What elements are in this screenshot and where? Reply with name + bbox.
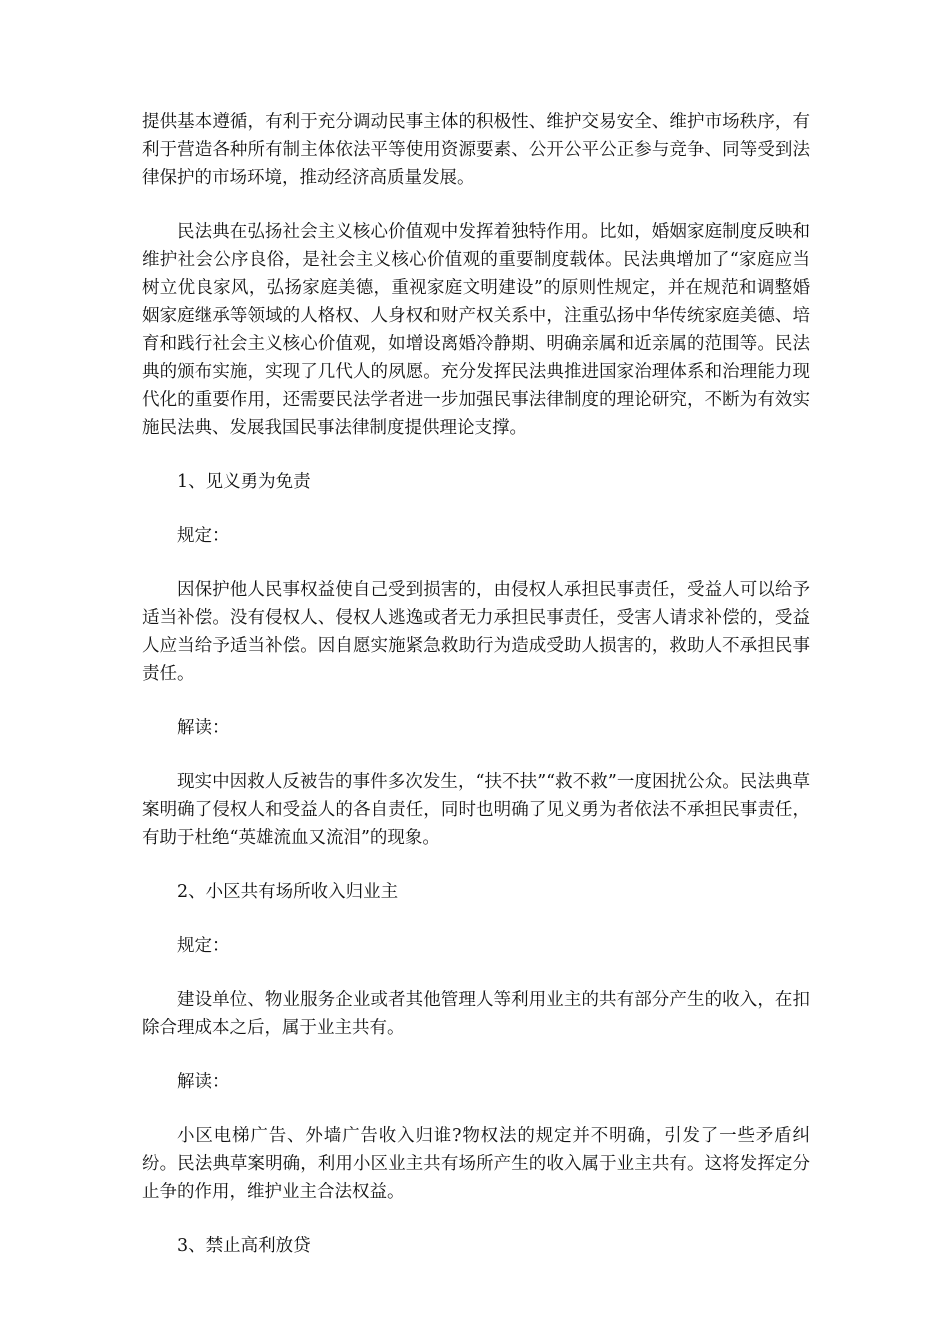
interpretation-label: 解读： — [177, 718, 230, 738]
rule-label: 规定： — [177, 526, 230, 546]
paragraph-rule-2: 建设单位、物业服务企业或者其他管理人等利用业主的共有部分产生的收入，在扣除合理成本之后，属于业主共有。 — [142, 990, 810, 1038]
rule-label: 规定： — [177, 936, 230, 956]
interpretation-label: 解读： — [177, 1072, 230, 1092]
section-heading-3: 3、禁止高利放贷 — [177, 1236, 311, 1256]
paragraph-rule-1: 因保护他人民事权益使自己受到损害的，由侵权人承担民事责任，受益人可以给予适当补偿。没有侵权人、侵权人逃逸或者无力承担民事责任，受害人请求补偿的，受益人应当给予适当补偿。因自愿实施紧急救助行为造成受助人损害的，救助人不承担民事责任。 — [142, 580, 810, 684]
paragraph-interpretation-2: 小区电梯广告、外墙广告收入归谁?物权法的规定并不明确，引发了一些矛盾纠纷。民法典草案明确，利用小区业主共有场所产生的收入属于业主共有。这将发挥定分止争的作用，维护业主合法权益。 — [142, 1126, 810, 1202]
section-heading-1: 1、见义勇为免责 — [177, 472, 311, 492]
paragraph-continued: 提供基本遵循，有利于充分调动民事主体的积极性、维护交易安全、维护市场秩序，有利于营造各种所有制主体依法平等使用资源要素、公开公平公正参与竞争、同等受到法律保护的市场环境，推动经济高质量发展。 — [142, 112, 810, 188]
paragraph-civil-code-values: 民法典在弘扬社会主义核心价值观中发挥着独特作用。比如，婚姻家庭制度反映和维护社会公序良俗，是社会主义核心价值观的重要制度载体。民法典增加了“家庭应当树立优良家风，弘扬家庭美德，重视家庭文明建设”的原则性规定，并在规范和调整婚姻家庭继承等领域的人格权、人身权和财产权关系中，注重弘扬中华传统家庭美德、培育和践行社会主义核心价值观，如增设离婚冷静期、明确亲属和近亲属的范围等。民法典的颁布实施，实现了几代人的夙愿。充分发挥民法典推进国家治理体系和治理能力现代化的重要作用，还需要民法学者进一步加强民事法律制度的理论研究，不断为有效实施民法典、发展我国民事法律制度提供理论支撑。 — [142, 222, 810, 438]
paragraph-interpretation-1: 现实中因救人反被告的事件多次发生，“扶不扶”“救不救”一度困扰公众。民法典草案明确了侵权人和受益人的各自责任，同时也明确了见义勇为者依法不承担民事责任，有助于杜绝“英雄流血又流泪”的现象。 — [142, 772, 810, 848]
section-heading-2: 2、小区共有场所收入归业主 — [177, 882, 399, 902]
document-body — [142, 108, 810, 1286]
